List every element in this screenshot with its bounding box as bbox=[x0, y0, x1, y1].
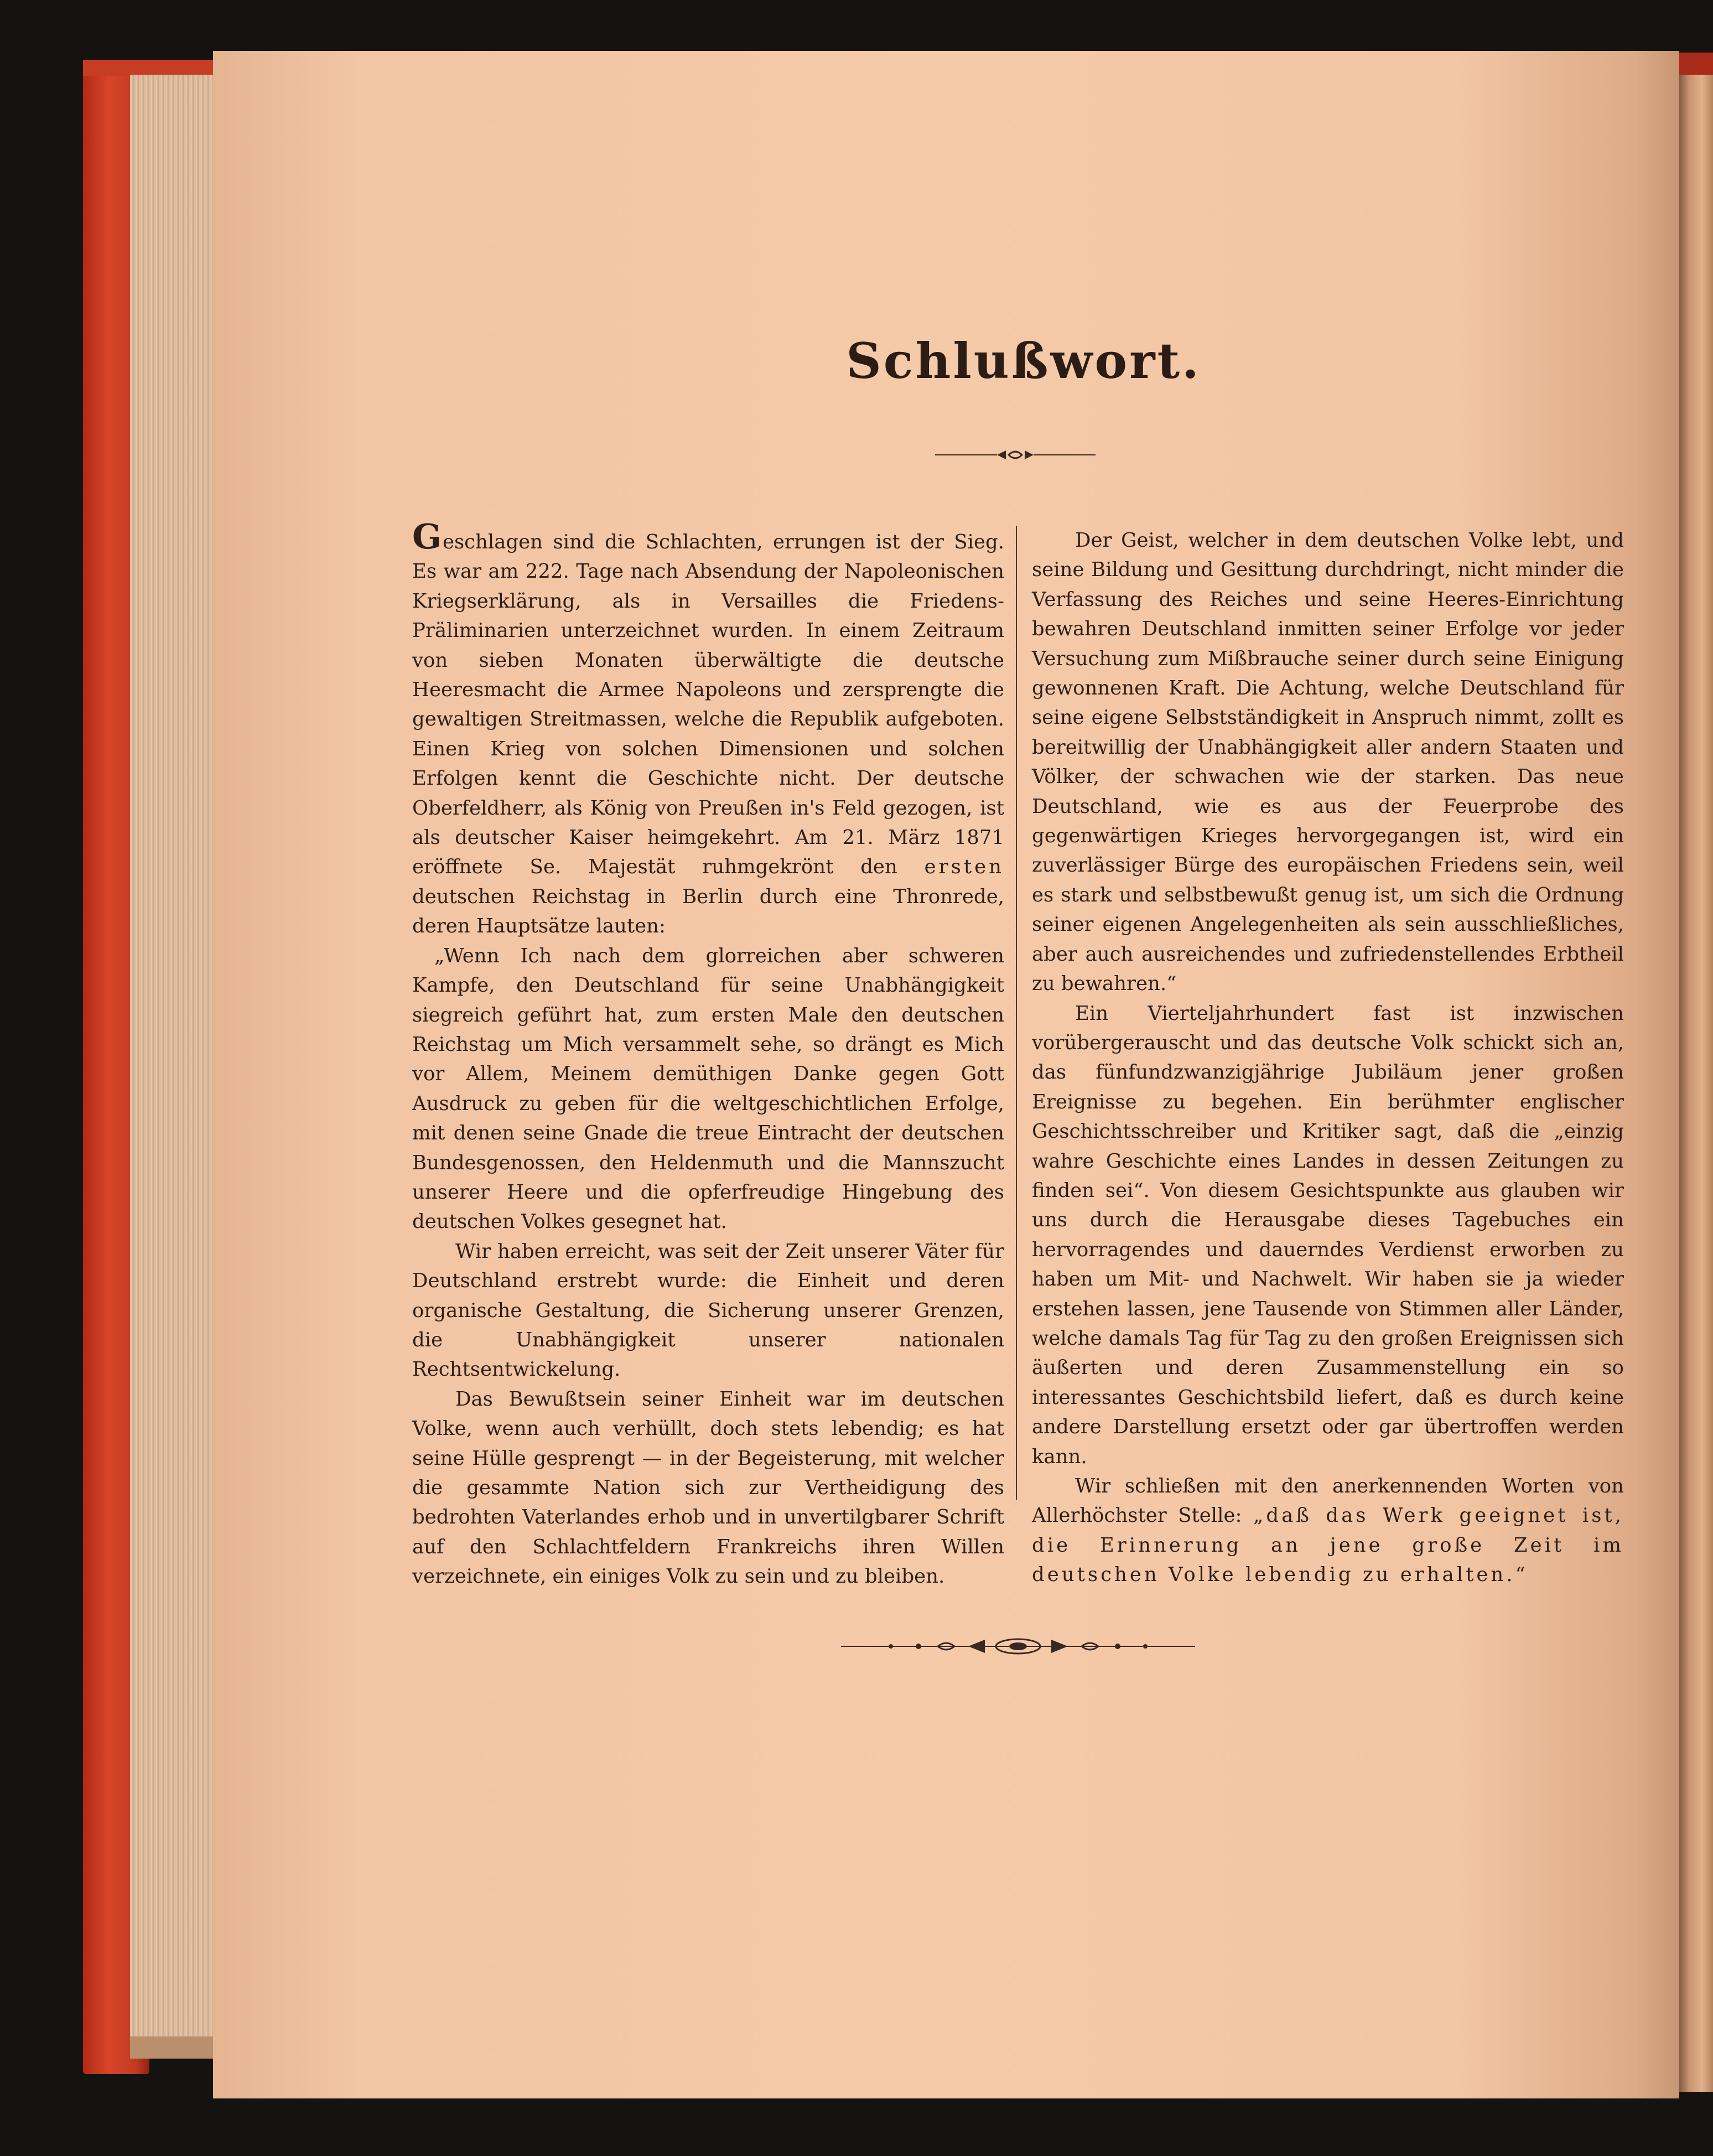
quote-paragraph: Der Geist, welcher in dem deutschen Volke lebt, und seine Bildung und Gesittung durchdringt, nicht minder die Verfassung des Reiches und seine Heeres-Einrichtung bewahren Deutschland inmitten seiner Erfolge vor jeder Versuchung zum Mißbrauche seiner durch seine Einigung gewonnenen Kraft. Die Achtung, welche Deutschland für seine eigene Selbstständigkeit in Anspruch nimmt, zollt es bereitwillig der Unabhängigkeit aller andern Staaten und Völker, der schwachen wie der starken. Das neue Deutschland, wie es aus der Feuerprobe des gegenwärtigen Krieges hervorgegangen ist, wird ein zuverlässiger Bürge des europäischen Friedens sein, weil es stark und selbstbewußt genug ist, um sich die Ordnung seiner eigenen Angelegenheiten als sein ausschließliches, aber auch ausreichendes und zufriedenstellendes Erbtheil zu bewahren.“ bbox=[1032, 529, 1624, 996]
drop-cap: G bbox=[412, 516, 442, 557]
title-ornament-rule bbox=[935, 447, 1096, 463]
quote-paragraph: Wir haben erreicht, was seit der Zeit unserer Väter für Deutschland erstrebt wurde: die Einheit und deren organische Gestaltung, die Sicherung unserer Grenzen, die Unabhängigkeit unserer nationalen Rechtsentwickelung. bbox=[412, 1240, 1004, 1381]
emphasized-text: ersten bbox=[924, 856, 1004, 879]
paragraph bbox=[1032, 1471, 1624, 1590]
paragraph-text: eschlagen sind die Schlachten, errungen ist der Sieg. Es war am 222. Tage nach Absendung der Napoleonischen Kriegserklärung, als in Versailles die Friedens-Präliminarien unterzeichnet wurden. In einem Zeitraum von sieben Monaten überwältigte die deutsche Heeresmacht die Armee Napoleons und zersprengte die gewaltigen Streitmassen, welche die Republik aufgeboten. Einen Krieg von solchen Dimensionen und solchen Erfolgen kennt die Geschichte nicht. Der deutsche Oberfeldherr, als König von Preußen in's Feld gezogen, ist als deutscher Kaiser heimgekehrt. Am 21. März 1871 eröffnete Se. Majestät ruhmgekrönt den bbox=[412, 531, 1004, 879]
text-column-right bbox=[1032, 526, 1624, 1590]
quote-paragraph: „Wenn Ich nach dem glorreichen aber schweren Kampfe, den Deutschland für seine Unabhängigkeit siegreich geführt hat, zum ersten Male den deutschen Reichstag um Mich versammelt sehe, so drängt es Mich vor Allem, Meinem demüthigen Danke gegen Gott Ausdruck zu geben für die weltgeschichtlichen Erfolge, mit denen seine Gnade die treue Eintracht der deutschen Bundesgenossen, den Heldenmuth und die Mannszucht unserer Heere und die opferfreudige Hingebung des deutschen Volkes gesegnet hat. bbox=[412, 944, 1004, 1234]
emphasized-quote: „daß das Werk geeignet ist, die Erinnerung an jene große Zeit im deutschen Volke lebendig zu erhalten.“ bbox=[1032, 1504, 1624, 1587]
facing-page-edge bbox=[1676, 55, 1713, 2092]
text-column-left bbox=[412, 516, 1004, 1592]
column-divider bbox=[1016, 526, 1017, 1500]
paragraph-text: Wir schließen mit den anerkennenden Worten von Allerhöchster Stelle: bbox=[1032, 1475, 1624, 1527]
paragraph: Ein Vierteljahrhundert fast ist inzwischen vorübergerauscht und das deutsche Volk schickt sich an, das fünfundzwanzigjährige Jubiläum jener großen Ereignisse zu begehen. Ein berühmter englischer Geschichtsschreiber und Kritiker sagt, daß die „einzig wahre Geschichte eines Landes in dessen Zeitungen zu finden sei“. Von diesem Gesichtspunkte aus glauben wir uns durch die Herausgabe dieses Tagebuches ein hervorragendes und dauerndes Verdienst erworben zu haben um Mit- und Nachwelt. Wir haben sie ja wieder erstehen lassen, jene Tausende von Stimmen aller Länder, welche damals Tag für Tag zu den großen Ereignissen sich äußerten und deren Zusammenstellung ein so interessantes Geschichtsbild liefert, daß es durch keine andere Darstellung ersetzt oder gar übertroffen werden kann. bbox=[1032, 1002, 1624, 1468]
page-title: Schlußwort. bbox=[846, 332, 1201, 390]
quote-paragraph: Das Bewußtsein seiner Einheit war im deutschen Volke, wenn auch verhüllt, doch stets lebendig; es hat seine Hülle gesprengt — in der Begeisterung, mit welcher die gesammte Nation sich zur Vertheidigung des bedrohten Vaterlandes erhob und in unvertilgbarer Schrift auf den Schlachtfeldern Frankreichs ihren Willen verzeichnete, ein einiges Volk zu sein und zu bleiben. bbox=[412, 1387, 1004, 1588]
paragraph-text: deutschen Reichstag in Berlin durch eine Thronrede, deren Hauptsätze lauten: bbox=[412, 885, 1004, 938]
paragraph bbox=[412, 516, 1004, 941]
tailpiece-ornament bbox=[841, 1635, 1195, 1657]
facing-cover-corner bbox=[1679, 53, 1713, 75]
